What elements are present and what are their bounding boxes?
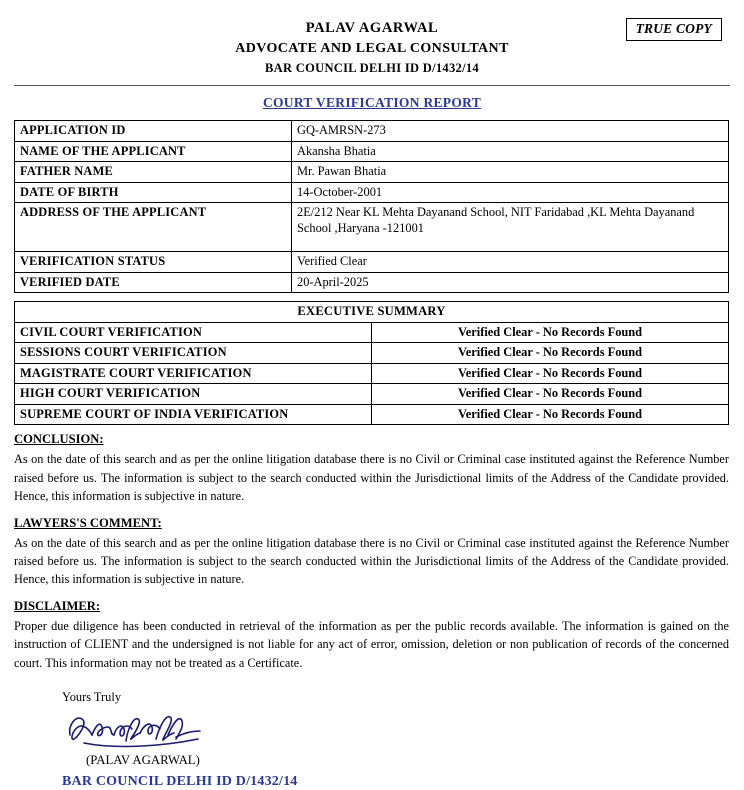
detail-label: ADDRESS OF THE APPLICANT [15, 203, 292, 252]
table-row [15, 121, 729, 142]
summary-heading: EXECUTIVE SUMMARY [15, 302, 729, 323]
detail-label: APPLICATION ID [15, 121, 292, 142]
applicant-details-table [14, 120, 729, 293]
detail-label: VERIFIED DATE [15, 272, 292, 293]
table-row [15, 343, 729, 364]
summary-label: SESSIONS COURT VERIFICATION [15, 343, 372, 364]
conclusion-body: As on the date of this search and as per the online litigation database there is no Civil or Criminal case instituted against the Reference Number raised before us. The information is subject to the search conducted within the Jurisdictional limits of the Address of the Candidate provided. Hence, this information is subjective in nature. [14, 452, 729, 504]
detail-value: 20-April-2025 [292, 272, 729, 293]
advocate-name: PALAV AGARWAL [305, 20, 439, 36]
summary-label: MAGISTRATE COURT VERIFICATION [15, 363, 372, 384]
detail-label: DATE OF BIRTH [15, 182, 292, 203]
lawyers-comment-body: As on the date of this search and as per the online litigation database there is no Civil or Criminal case instituted against the Reference Number raised before us. The information is subject to the search conducted within the Jurisdictional limits of the Address of the Candidate provided. Hence, this information is subjective in nature. [14, 535, 729, 587]
table-row [15, 384, 729, 405]
detail-value: Akansha Bhatia [292, 141, 729, 162]
detail-label: FATHER NAME [15, 162, 292, 183]
header-divider [14, 85, 730, 86]
signature-icon [64, 709, 214, 751]
table-row [15, 363, 729, 384]
table-row [15, 182, 729, 203]
detail-value: 14-October-2001 [292, 182, 729, 203]
detail-value: GQ-AMRSN-273 [292, 121, 729, 142]
signature-block [62, 690, 730, 790]
detail-value: 2E/212 Near KL Mehta Dayanand School, NIT Faridabad ,KL Mehta Dayanand School ,Haryana -121001 [292, 203, 729, 252]
table-row [15, 203, 729, 252]
summary-value: Verified Clear - No Records Found [372, 343, 729, 364]
conclusion-title: CONCLUSION: [14, 432, 104, 447]
table-row [15, 322, 729, 343]
lawyers-comment-title: LAWYERS'S COMMENT: [14, 515, 162, 530]
table-header-row [15, 302, 729, 323]
bar-council-id: BAR COUNCIL DELHI ID D/1432/14 [265, 61, 479, 75]
table-row [15, 404, 729, 425]
summary-value: Verified Clear - No Records Found [372, 322, 729, 343]
summary-label: SUPREME COURT OF INDIA VERIFICATION [15, 404, 372, 425]
narrative-sections [14, 432, 729, 672]
table-row [15, 252, 729, 273]
disclaimer-body: Proper due diligence has been conducted in retrieval of the information as per the public records available. The information is gained on the instruction of CLIENT and the undersigned is not liable for any act of error, omission, deletion or non publication of records of the concerned court. This information may not be treated as a Certificate. [14, 618, 729, 670]
detail-label: VERIFICATION STATUS [15, 252, 292, 273]
summary-value: Verified Clear - No Records Found [372, 384, 729, 405]
summary-value: Verified Clear - No Records Found [372, 404, 729, 425]
advocate-role: ADVOCATE AND LEGAL CONSULTANT [235, 41, 509, 56]
summary-value: Verified Clear - No Records Found [372, 363, 729, 384]
detail-value: Verified Clear [292, 252, 729, 273]
summary-label: HIGH COURT VERIFICATION [15, 384, 372, 405]
signatory-bar-council: BAR COUNCIL DELHI ID D/1432/14 [62, 774, 298, 790]
disclaimer-title: DISCLAIMER: [14, 598, 101, 613]
table-row [15, 141, 729, 162]
executive-summary-table [14, 301, 729, 425]
detail-value: Mr. Pawan Bhatia [292, 162, 729, 183]
summary-label: CIVIL COURT VERIFICATION [15, 322, 372, 343]
table-row [15, 162, 729, 183]
table-row [15, 272, 729, 293]
detail-label: NAME OF THE APPLICANT [15, 141, 292, 162]
yours-truly: Yours Truly [62, 690, 122, 705]
page-title: COURT VERIFICATION REPORT [262, 95, 482, 110]
true-copy-stamp: TRUE COPY [626, 18, 722, 41]
signatory-name: (PALAV AGARWAL) [86, 753, 200, 768]
